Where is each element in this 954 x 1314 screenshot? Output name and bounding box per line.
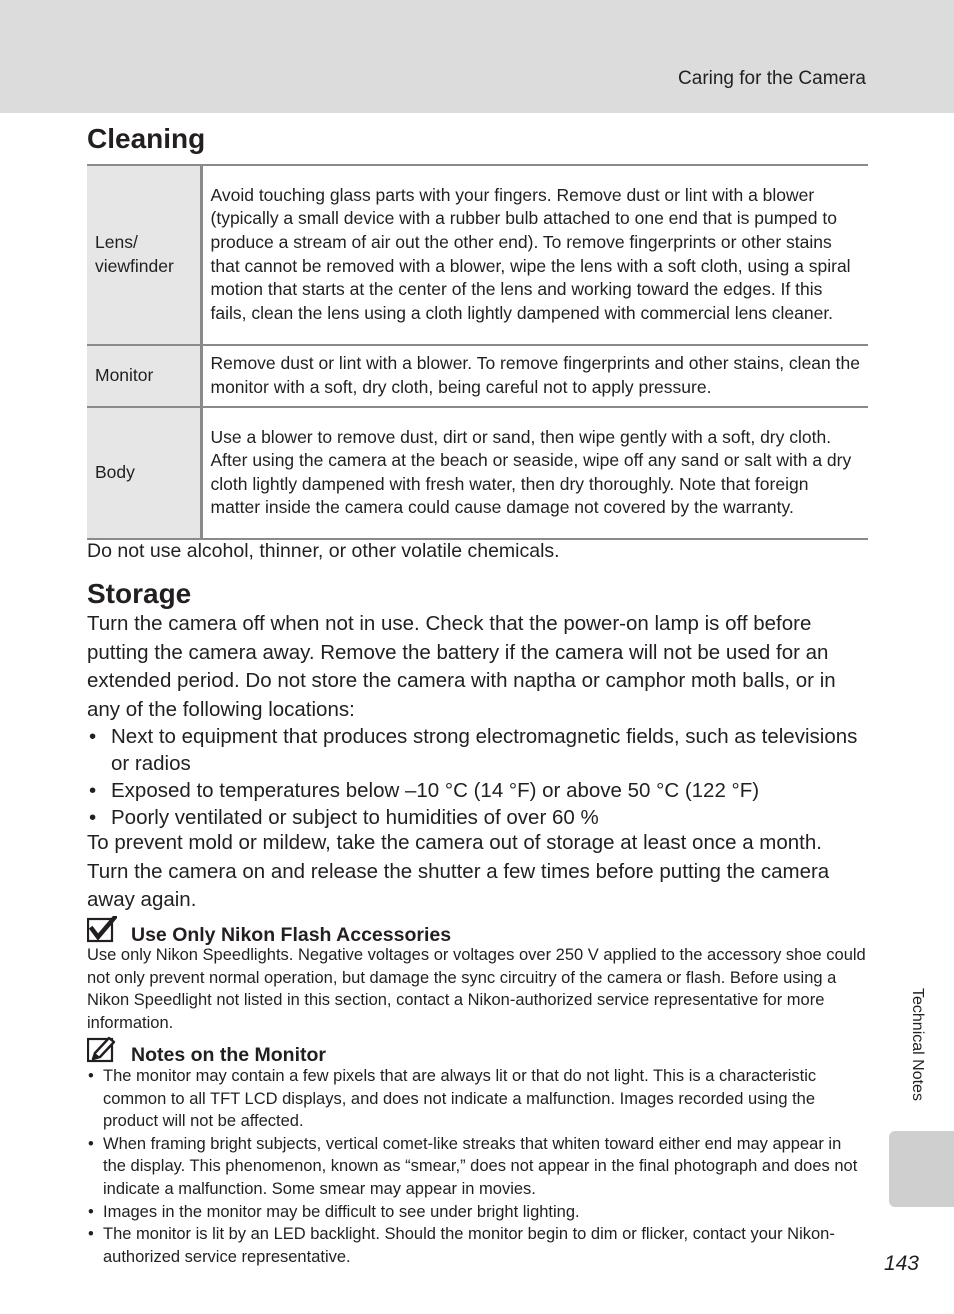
bullet-icon: • xyxy=(88,1225,94,1244)
bullet-icon: • xyxy=(89,725,97,748)
list-item: • Exposed to temperatures below –10 °C (14 °F) or above 50 °C (122 °F) xyxy=(89,779,760,802)
flash-note-text: Use only Nikon Speedlights. Negative voltages or voltages over 250 V applied to the accessory shoe could not only prevent normal operation, but damage the sync circuitry of the camera or flash. Before using a Nikon Speedlight not listed in this section, contact a Nikon-authorized service representative for more information. xyxy=(87,946,866,1032)
table-row xyxy=(87,165,868,345)
storage-heading: Storage xyxy=(87,578,192,609)
page-number: 143 xyxy=(883,1252,919,1275)
header-band xyxy=(0,0,954,113)
list-item: • Next to equipment that produces strong electromagnetic fields, such as televisions or radios xyxy=(89,725,858,775)
cleaning-heading: Cleaning xyxy=(87,123,206,154)
bullet-icon: • xyxy=(88,1067,94,1085)
cleaning-table xyxy=(87,164,868,540)
storage-intro: Turn the camera off when not in use. Check that the power-on lamp is off before putting the camera away. Remove the battery if the camera will not be used for an extended period. Do not store the camera with naptha or camphor moth balls, or in any of the following locations: xyxy=(87,612,836,721)
row-label: Body xyxy=(87,407,201,539)
section-side-label: Technical Notes xyxy=(909,988,926,1101)
storage-bullet-list xyxy=(87,723,867,831)
table-row xyxy=(87,407,868,539)
monitor-note-list xyxy=(87,1065,867,1268)
bullet-icon: • xyxy=(89,779,97,802)
bullet-icon: • xyxy=(89,806,97,829)
section-tab[interactable] xyxy=(889,1131,954,1207)
monitor-note-heading: Notes on the Monitor xyxy=(87,1042,326,1068)
list-item: • The monitor may contain a few pixels that are always lit or that do not light. This is a characteristic common to all TFT LCD displays, and does not indicate a malfunction. Images recorded using the product will not be affected. xyxy=(88,1067,817,1131)
list-item: • The monitor is lit by an LED backlight. Should the monitor begin to dim or flicker, contact your Nikon-authorized service representative. xyxy=(88,1225,835,1266)
list-item: • Poorly ventilated or subject to humidities of over 60 % xyxy=(89,806,599,829)
table-row xyxy=(87,345,868,407)
row-label: Lens/ viewfinder xyxy=(87,165,201,345)
row-description: Avoid touching glass parts with your fingers. Remove dust or lint with a blower (typically a small device with a rubber bulb attached to one end that is pumped to produce a stream of air out the other end). To remove fingerprints or other stains that cannot be removed with a blower, wipe the lens with a soft cloth, using a spiral motion that starts at the center of the lens and working toward the edges. If this fails, clean the lens using a cloth lightly dampened with commercial lens cleaner. xyxy=(210,184,851,323)
storage-outro: To prevent mold or mildew, take the camera out of storage at least once a month. Turn the camera on and release the shutter a few times before putting the camera away again. xyxy=(87,831,830,911)
chapter-title: Caring for the Camera xyxy=(678,68,866,89)
list-item: • Images in the monitor may be difficult to see under bright lighting. xyxy=(87,1201,867,1224)
bullet-icon: • xyxy=(88,1202,94,1221)
row-description: Use a blower to remove dust, dirt or sand, then wipe gently with a soft, dry cloth. After using the camera at the beach or seaside, wipe off any sand or salt with a dry cloth lightly dampened with fresh water, then dry thoroughly. Note that foreign matter inside the camera could cause damage not covered by the warranty. xyxy=(210,426,852,518)
bullet-icon: • xyxy=(88,1134,94,1153)
row-description: Remove dust or lint with a blower. To remove fingerprints and other stains, clean the monitor with a soft, dry cloth, being careful not to apply pressure. xyxy=(210,353,860,397)
checkmark-icon xyxy=(87,916,117,944)
row-label: Monitor xyxy=(87,345,201,407)
cleaning-note: Do not use alcohol, thinner, or other volatile chemicals. xyxy=(87,540,560,562)
pencil-note-icon xyxy=(87,1036,117,1064)
flash-note-heading: Use Only Nikon Flash Accessories xyxy=(87,922,451,948)
list-item: • When framing bright subjects, vertical comet-like streaks that whiten toward either end may appear in the display. This phenomenon, known as “smear,” does not appear in the final photograph and does not indicate a malfunction. Some smear may appear in movies. xyxy=(88,1134,858,1198)
